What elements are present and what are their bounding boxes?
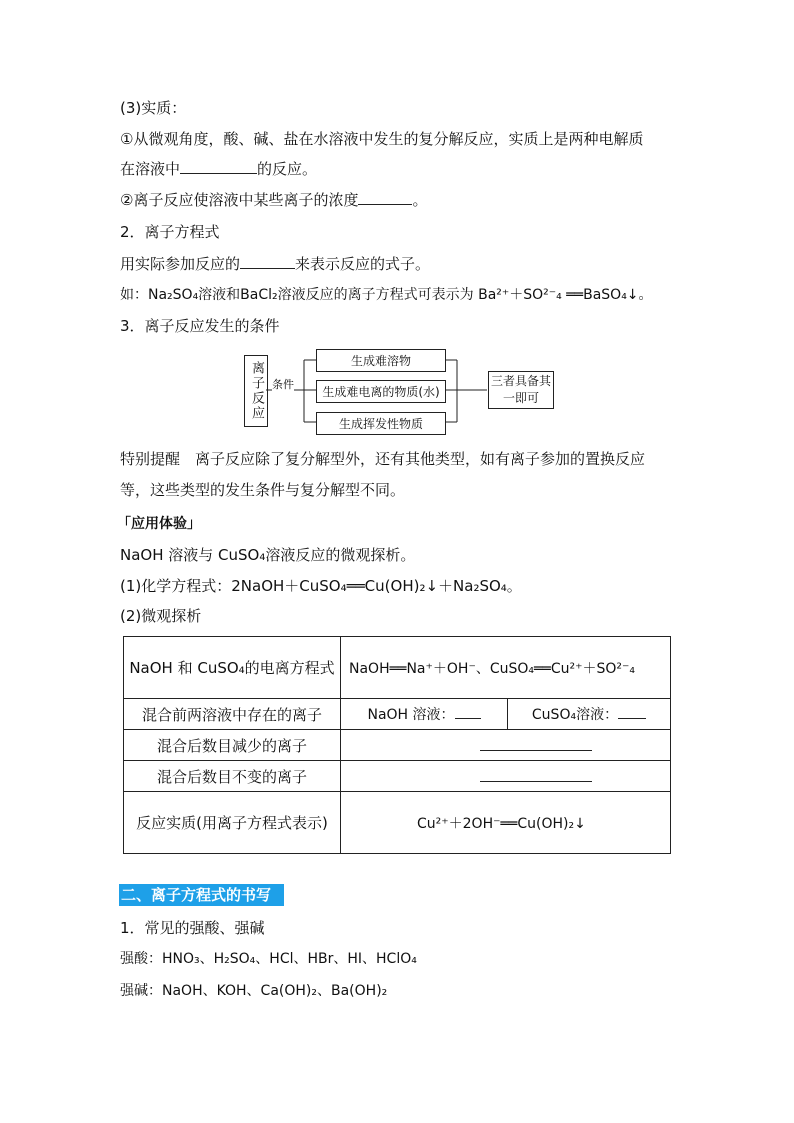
- table-cell-label: 混合前两溶液中存在的离子: [124, 699, 341, 730]
- diagram-right-box: 三者具备其一即可: [488, 371, 554, 409]
- table-cell-value: NaOH══Na⁺＋OH⁻、CuSO₄══Cu²⁺＋SO²⁻₄: [341, 637, 671, 699]
- heading-ionic-equation: 2．离子方程式: [120, 223, 220, 241]
- micro-analysis-title: (2)微观探析: [120, 607, 202, 625]
- diagram-left-box: 离子反应: [244, 355, 268, 427]
- table-row: [124, 730, 671, 761]
- table-cell-value: Cu²⁺＋2OH⁻══Cu(OH)₂↓: [341, 792, 671, 854]
- paragraph-essence-1b: [120, 159, 317, 179]
- table-cell-label: 混合后数目减少的离子: [124, 730, 341, 761]
- fill-blank[interactable]: [358, 190, 412, 205]
- table-cell-value: [508, 699, 671, 730]
- analysis-table: [123, 636, 671, 854]
- table-cell-value: [341, 730, 671, 761]
- application-tag: 「应用体验」: [117, 516, 201, 532]
- tip-line-2: 等，这些类型的发生条件与复分解型不同。: [120, 481, 406, 499]
- table-row: [124, 699, 671, 730]
- application-intro: NaOH 溶液与 CuSO₄溶液反应的微观探析。: [120, 546, 416, 564]
- text-fragment: 的反应。: [257, 160, 318, 178]
- strong-bases-list: 强碱：NaOH、KOH、Ca(OH)₂、Ba(OH)₂: [120, 983, 388, 999]
- table-row: [124, 792, 671, 854]
- fill-blank[interactable]: [455, 704, 481, 719]
- diagram-option-3: 生成挥发性物质: [316, 412, 446, 435]
- fill-blank[interactable]: [240, 254, 295, 269]
- chemical-equation: (1)化学方程式：2NaOH＋CuSO₄══Cu(OH)₂↓＋Na₂SO₄。: [120, 577, 522, 595]
- diagram-option-1: 生成难溶物: [316, 349, 446, 372]
- table-cell-value: [341, 699, 508, 730]
- text-fragment: 来表示反应的式子。: [295, 255, 431, 273]
- table-row: [124, 761, 671, 792]
- text-fragment: 用实际参加反应的: [120, 255, 241, 273]
- fill-blank[interactable]: [180, 159, 257, 174]
- paragraph-essence-1a: ①从微观角度，酸、碱、盐在水溶液中发生的复分解反应，实质上是两种电解质: [120, 130, 644, 148]
- table-cell-value: [341, 761, 671, 792]
- table-row: [124, 637, 671, 699]
- paragraph-essence-2: [120, 190, 427, 210]
- text-fragment: 在溶液中: [120, 160, 181, 178]
- section-heading-highlight: 二、离子方程式的书写: [119, 884, 284, 906]
- diagram-option-2: 生成难电离的物质(水): [316, 380, 446, 403]
- heading-conditions: 3．离子反应发生的条件: [120, 317, 280, 335]
- fill-blank[interactable]: [618, 704, 646, 719]
- section-3-title: (3)实质：: [120, 99, 187, 117]
- tip-line-1: 特别提醒 离子反应除了复分解型外，还有其他类型，如有离子参加的置换反应: [120, 450, 646, 468]
- fill-blank[interactable]: [480, 767, 592, 782]
- text-fragment: 。: [412, 191, 428, 209]
- diagram-condition-label: 条件: [272, 378, 294, 391]
- table-cell-label: 混合后数目不变的离子: [124, 761, 341, 792]
- ionic-equation-definition: [120, 254, 430, 274]
- table-cell-label: NaOH 和 CuSO₄的电离方程式: [124, 637, 341, 699]
- text-fragment: NaOH 溶液：: [367, 707, 455, 723]
- strong-acids-list: 强酸：HNO₃、H₂SO₄、HCl、HBr、HI、HClO₄: [120, 951, 417, 967]
- text-fragment: CuSO₄溶液：: [531, 707, 619, 723]
- table-cell-label: 反应实质(用离子方程式表示): [124, 792, 341, 854]
- ionic-equation-example: 如：Na₂SO₄溶液和BaCl₂溶液反应的离子方程式可表示为 Ba²⁺＋SO²⁻₄ ══BaSO₄↓。: [120, 287, 653, 303]
- strong-acid-base-heading: 1．常见的强酸、强碱: [120, 919, 265, 937]
- text-fragment: ②离子反应使溶液中某些离子的浓度: [120, 191, 359, 209]
- fill-blank[interactable]: [480, 736, 592, 751]
